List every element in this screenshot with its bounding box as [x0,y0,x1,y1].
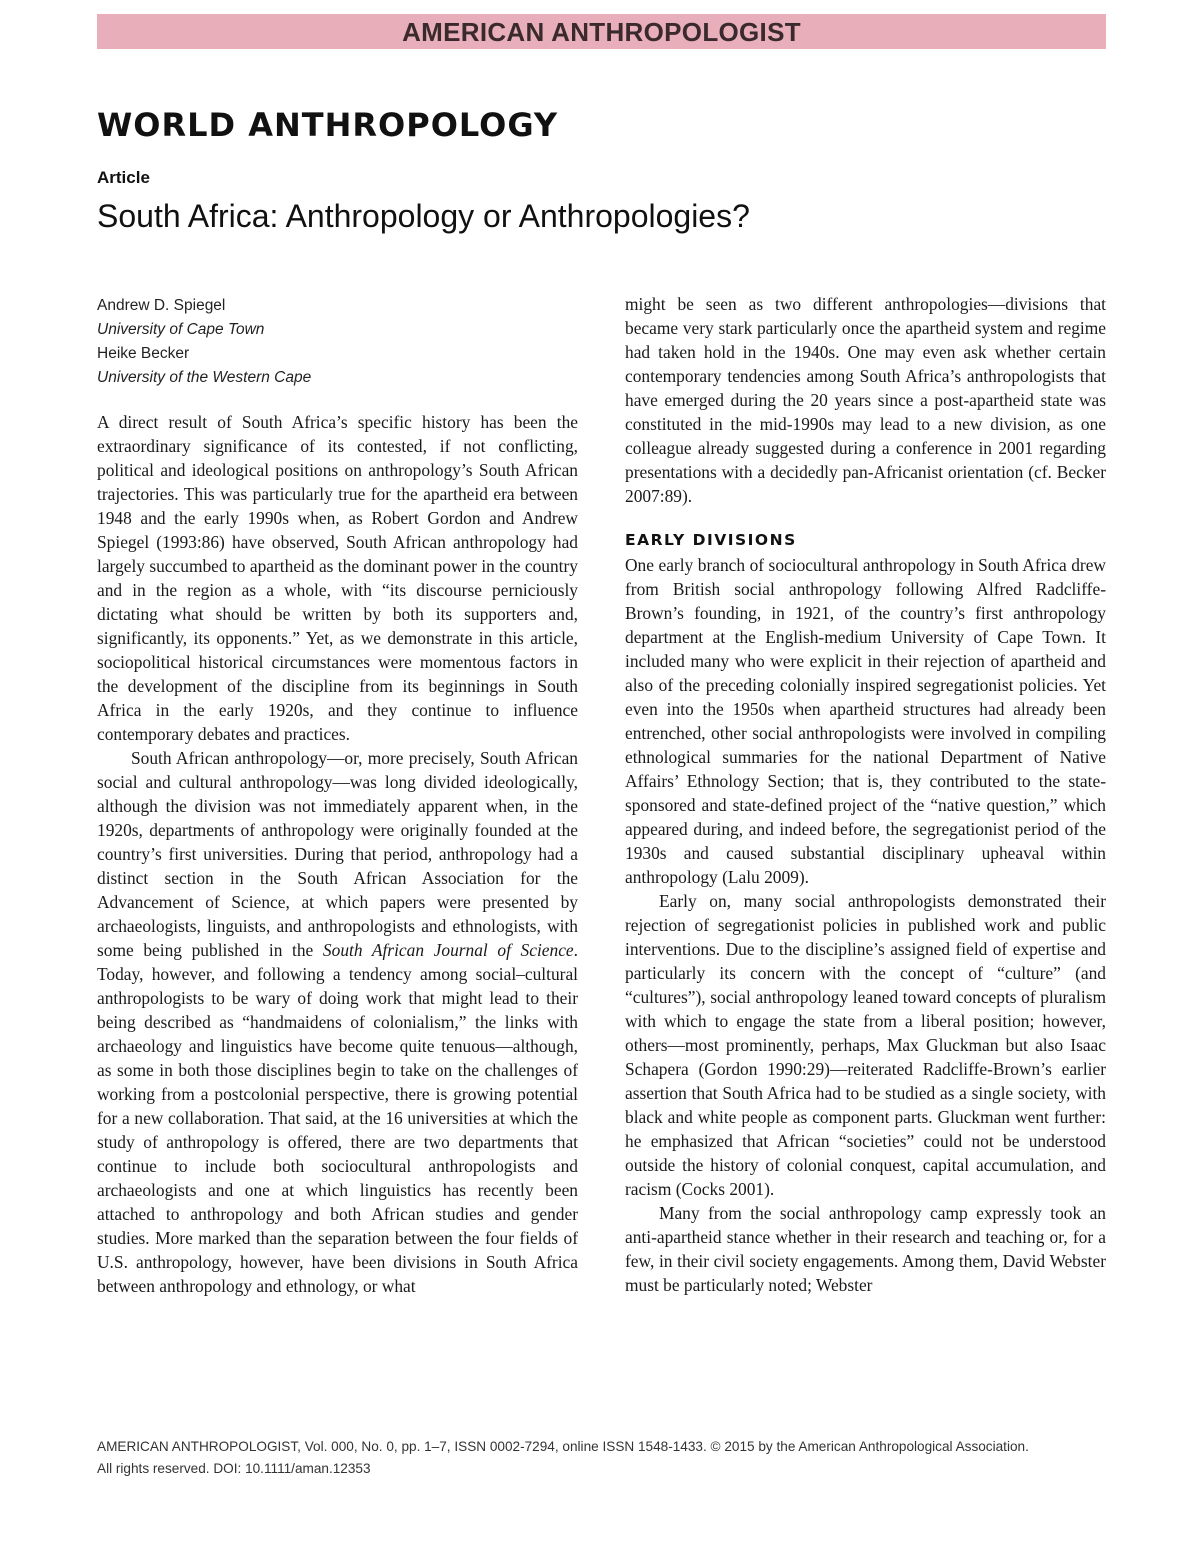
body-paragraph: Many from the social anthropology camp expressly took an anti-apartheid stance whether in their research and teaching or, for a few, in their civil society engagements. Among them, David Webster must be particularly noted; Webster [625,1203,1106,1295]
article-type-label: Article [97,168,150,187]
footer-doi: All rights reserved. DOI: 10.1111/aman.12353 [97,1461,371,1476]
author-block [97,294,577,390]
author-affiliation: University of the Western Cape [97,369,312,386]
author-name: Andrew D. Spiegel [97,297,226,314]
paragraph-text: South African anthropology—or, more precisely, South African social and cultural anthropology—was long divided ideologically, although the division was not immediately apparent when, in the 1920s, departments of anthropology were originally founded at the country’s first universities. During that period, anthropology had a distinct section in the South African Association for the Advancement of Science, at which papers were presented by archaeologists, linguists, and anthropologists and ethnologists, with some being published in the [97,748,578,960]
journal-banner: AMERICAN ANTHROPOLOGIST [97,14,1106,49]
article-title: South Africa: Anthropology or Anthropologies? [97,198,750,234]
right-column [625,292,1106,1297]
page-footer [97,1436,1107,1480]
section-title: WORLD ANTHROPOLOGY [97,106,559,144]
section-heading: EARLY DIVISIONS [625,531,797,549]
author-name: Heike Becker [97,345,190,362]
paragraph-text: . Today, however, and following a tendency among social–cultural anthropologists to be wary of doing work that might lead to their being described as “handmaidens of colonialism,” the links with archaeology and linguistics have become quite tenuous—although, as some in both those disciplines begin to take on the challenges of working from a postcolonial perspective, there is growing potential for a new collaboration. That said, at the 16 universities at which the study of anthropology is offered, there are two departments that continue to include both sociocultural anthropologists and archaeologists and one at which linguistics has recently been attached to anthropology and both African studies and gender studies. More marked than the separation between the four fields of U.S. anthropology, however, have been divisions in South Africa between anthropology and ethnology, or what [97,940,579,1296]
body-paragraph: Early on, many social anthropologists demonstrated their rejection of segregationist policies in published work and public interventions. Due to the discipline’s assigned field of expertise and particularly its concern with the concept of “culture” (and “cultures”), social anthropology leaned toward concepts of pluralism with which to engage the state from a liberal position; however, others—most prominently, perhaps, Max Gluckman but also Isaac Schapera (Gordon 1990:29)—reiterated Radcliffe-Brown’s earlier assertion that South Africa had to be studied as a single society, with black and white people as component parts. Gluckman went further: he emphasized that African “societies” could not be understood outside the history of colonial conquest, capital accumulation, and racism (Cocks 2001). [625,891,1106,1199]
footer-citation: AMERICAN ANTHROPOLOGIST, Vol. 000, No. 0, pp. 1–7, ISSN 0002-7294, online ISSN 1548-1433. © 2015 by the American Anthropological Association. [97,1439,1029,1454]
body-paragraph: might be seen as two different anthropologies—divisions that became very stark particularly once the apartheid system and regime had taken hold in the 1940s. One may even ask whether certain contemporary tendencies among South Africa’s anthropologists that have emerged during the 20 years since a post-apartheid state was constituted in the mid-1990s may lead to a new division, as one colleague already suggested during a conference in 2001 regarding presentations with a decidedly pan-Africanist orientation (cf. Becker 2007:89). [625,294,1106,506]
body-paragraph: A direct result of South Africa’s specific history has been the extraordinary significance of its contested, if not conflicting, political and ideological positions on anthropology’s South African trajectories. This was particularly true for the apartheid era between 1948 and the early 1990s when, as Robert Gordon and Andrew Spiegel (1993:86) have observed, South African anthropology had largely succumbed to apartheid as the dominant power in the country and in the region as a whole, with “its discourse perniciously dictating what should be written by both its supporters and, significantly, its opponents.” Yet, as we demonstrate in this article, sociopolitical historical circumstances were momentous factors in the development of the discipline from its beginnings in South Africa in the early 1920s, and they continue to influence contemporary debates and practices. [97,412,578,744]
author-affiliation: University of Cape Town [97,321,265,338]
journal-citation: South African Journal of Science [322,940,574,960]
left-column [97,410,578,1298]
body-paragraph [97,746,578,1298]
body-paragraph: One early branch of sociocultural anthropology in South Africa drew from British social anthropology following Alfred Radcliffe-Brown’s founding, in 1921, of the country’s first anthropology department at the English-medium University of Cape Town. It included many who were explicit in their rejection of apartheid and also of the preceding colonially inspired segregationist policies. Yet even into the 1950s when apartheid structures had already been entrenched, other social anthropologists were involved in compiling ethnological summaries for the national Department of Native Affairs’ Ethnology Section; that is, they contributed to the state-sponsored and state-defined project of the “native question,” which appeared during, and indeed before, the segregationist period of the 1930s and caused substantial disciplinary upheaval within anthropology (Lalu 2009). [625,555,1106,887]
